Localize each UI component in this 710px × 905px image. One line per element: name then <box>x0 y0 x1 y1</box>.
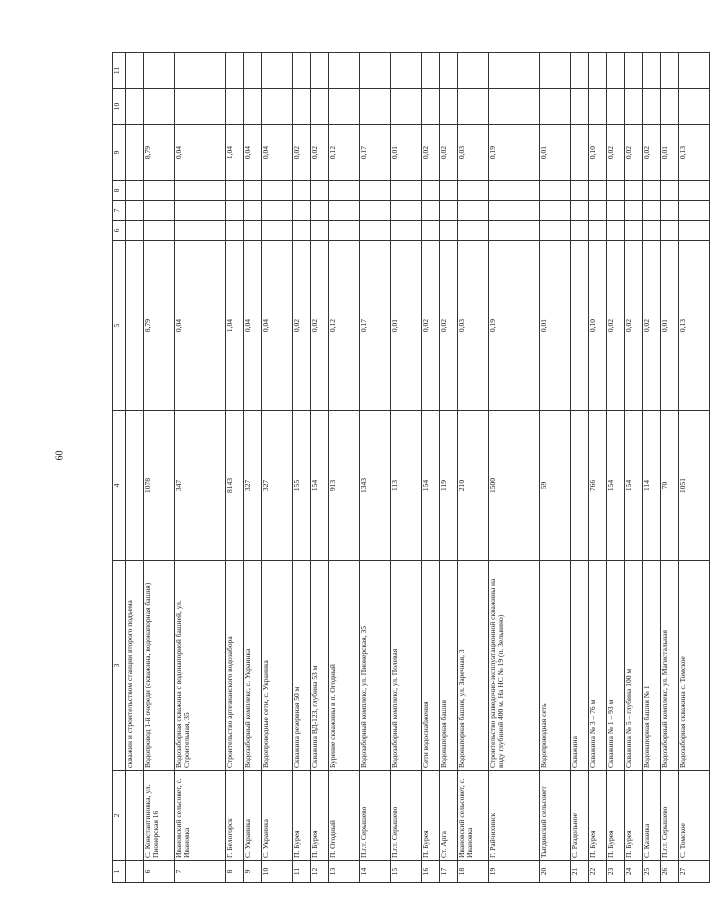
cell-v4: 766 <box>589 411 607 561</box>
column-header: 8 <box>113 181 126 201</box>
cell-empty <box>329 181 360 201</box>
cell-v5: 0,04 <box>262 241 293 411</box>
cell-v9: 0,02 <box>440 125 458 181</box>
cell-obj: Водонапорная башня № 1 <box>643 561 661 771</box>
cell-loc: П. Огодный <box>329 771 360 861</box>
cell-empty <box>422 201 440 221</box>
column-header: 11 <box>113 53 126 89</box>
cell-loc: Тыгдинский сельсовет <box>540 771 571 861</box>
cell-v4: 154 <box>607 411 625 561</box>
cell-empty <box>226 201 244 221</box>
table-row <box>679 53 710 883</box>
cell-v9: 0,04 <box>244 125 262 181</box>
cell-v4 <box>571 411 589 561</box>
cell-v9: 0,01 <box>391 125 422 181</box>
cell-empty <box>489 89 540 125</box>
column-header: 9 <box>113 125 126 181</box>
cell-empty <box>226 89 244 125</box>
cell-empty <box>422 221 440 241</box>
cell-v4: 1078 <box>144 411 175 561</box>
cell-empty <box>661 201 679 221</box>
cell-v9: 0,04 <box>262 125 293 181</box>
cell-empty <box>391 221 422 241</box>
cell-n: 9 <box>244 861 262 883</box>
cell-v5: 0,02 <box>625 241 643 411</box>
cell-loc: Ст. Арга <box>440 771 458 861</box>
cell-empty <box>540 201 571 221</box>
cell-v9: 0,02 <box>607 125 625 181</box>
table-row <box>293 53 311 883</box>
cell-empty <box>540 89 571 125</box>
cell-n <box>126 861 144 883</box>
cell-empty <box>175 181 226 201</box>
cell-v9: 0,03 <box>458 125 489 181</box>
cell-empty <box>360 89 391 125</box>
cell-loc: С. Раздольное <box>571 771 589 861</box>
cell-v5: 0,01 <box>540 241 571 411</box>
cell-empty <box>679 201 710 221</box>
cell-empty <box>440 221 458 241</box>
header-row <box>113 53 126 883</box>
table-row <box>625 53 643 883</box>
cell-empty <box>589 53 607 89</box>
cell-n: 22 <box>589 861 607 883</box>
cell-v5: 0,02 <box>440 241 458 411</box>
cell-empty <box>458 181 489 201</box>
cell-empty <box>589 201 607 221</box>
cell-v4: 8143 <box>226 411 244 561</box>
cell-v5: 0,02 <box>311 241 329 411</box>
table-row <box>391 53 422 883</box>
cell-empty <box>607 53 625 89</box>
cell-empty <box>262 181 293 201</box>
table-row <box>458 53 489 883</box>
cell-v5: 0,02 <box>422 241 440 411</box>
cell-v9: 8,79 <box>144 125 175 181</box>
cell-empty <box>607 89 625 125</box>
cell-loc: П. Бурея <box>589 771 607 861</box>
cell-empty <box>293 181 311 201</box>
cell-empty <box>226 53 244 89</box>
page-number: 60 <box>54 450 66 461</box>
data-table-wrapper <box>112 53 687 883</box>
cell-empty <box>391 201 422 221</box>
cell-v9: 0,02 <box>422 125 440 181</box>
column-header: 4 <box>113 411 126 561</box>
cell-empty <box>126 221 144 241</box>
cell-loc: С. Украинка <box>244 771 262 861</box>
cell-n: 27 <box>679 861 710 883</box>
cell-v5 <box>126 241 144 411</box>
cell-obj: Скважина резервная 50 м <box>293 561 311 771</box>
cell-loc: П. Бурея <box>311 771 329 861</box>
cell-v4: 119 <box>440 411 458 561</box>
cell-v5: 1,04 <box>226 241 244 411</box>
cell-v9: 0,02 <box>643 125 661 181</box>
cell-obj: Водозаборный комплекс, ул. Пионерская, 35 <box>360 561 391 771</box>
cell-empty <box>589 181 607 201</box>
table-row <box>126 53 144 883</box>
table-row <box>607 53 625 883</box>
table-row <box>661 53 679 883</box>
cell-empty <box>293 53 311 89</box>
cell-v5 <box>571 241 589 411</box>
cell-empty <box>126 201 144 221</box>
table-row <box>175 53 226 883</box>
column-header: 10 <box>113 89 126 125</box>
data-table <box>112 52 710 883</box>
cell-empty <box>126 53 144 89</box>
cell-empty <box>311 201 329 221</box>
cell-empty <box>489 201 540 221</box>
cell-n: 12 <box>311 861 329 883</box>
cell-empty <box>329 221 360 241</box>
cell-empty <box>226 181 244 201</box>
cell-empty <box>329 89 360 125</box>
cell-empty <box>625 221 643 241</box>
cell-empty <box>661 221 679 241</box>
cell-v5: 0,03 <box>458 241 489 411</box>
cell-v4: 154 <box>422 411 440 561</box>
column-header: 3 <box>113 561 126 771</box>
cell-obj: Водонапорная башня <box>440 561 458 771</box>
cell-empty <box>571 53 589 89</box>
cell-empty <box>329 53 360 89</box>
cell-n: 25 <box>643 861 661 883</box>
cell-v4: 1500 <box>489 411 540 561</box>
table-row <box>144 53 175 883</box>
cell-empty <box>175 53 226 89</box>
cell-n: 23 <box>607 861 625 883</box>
cell-empty <box>643 53 661 89</box>
cell-empty <box>175 89 226 125</box>
cell-empty <box>311 221 329 241</box>
cell-empty <box>422 181 440 201</box>
cell-empty <box>540 221 571 241</box>
cell-empty <box>643 221 661 241</box>
cell-v9: 0,17 <box>360 125 391 181</box>
table-row <box>440 53 458 883</box>
cell-empty <box>360 201 391 221</box>
cell-obj: Бурение скважины в п. Огодный <box>329 561 360 771</box>
cell-n: 21 <box>571 861 589 883</box>
cell-v4 <box>126 411 144 561</box>
cell-empty <box>244 181 262 201</box>
cell-loc: П. Бурея <box>607 771 625 861</box>
cell-empty <box>293 221 311 241</box>
cell-empty <box>226 221 244 241</box>
cell-empty <box>625 201 643 221</box>
table-row <box>643 53 661 883</box>
cell-n: 8 <box>226 861 244 883</box>
cell-empty <box>625 181 643 201</box>
cell-obj: Скважина № 3 – 76 м <box>589 561 607 771</box>
cell-empty <box>144 201 175 221</box>
cell-empty <box>489 53 540 89</box>
cell-empty <box>311 181 329 201</box>
cell-n: 17 <box>440 861 458 883</box>
cell-loc <box>126 771 144 861</box>
cell-empty <box>262 201 293 221</box>
cell-v9 <box>126 125 144 181</box>
table-row <box>262 53 293 883</box>
cell-n: 10 <box>262 861 293 883</box>
cell-empty <box>679 181 710 201</box>
cell-v5: 0,12 <box>329 241 360 411</box>
cell-obj: Сети водоснабжения <box>422 561 440 771</box>
cell-empty <box>311 89 329 125</box>
cell-v5: 8,79 <box>144 241 175 411</box>
cell-empty <box>311 53 329 89</box>
cell-n: 7 <box>175 861 226 883</box>
cell-empty <box>262 221 293 241</box>
cell-v4: 327 <box>244 411 262 561</box>
cell-empty <box>293 201 311 221</box>
cell-empty <box>571 89 589 125</box>
table-row <box>589 53 607 883</box>
cell-v9: 0,01 <box>661 125 679 181</box>
cell-empty <box>607 201 625 221</box>
cell-v5: 0,04 <box>175 241 226 411</box>
cell-v9: 0,02 <box>625 125 643 181</box>
cell-empty <box>589 221 607 241</box>
cell-v4: 327 <box>262 411 293 561</box>
cell-v5: 0,01 <box>661 241 679 411</box>
cell-empty <box>440 201 458 221</box>
cell-empty <box>391 89 422 125</box>
cell-n: 19 <box>489 861 540 883</box>
cell-empty <box>440 53 458 89</box>
cell-loc: С. Казанка <box>643 771 661 861</box>
cell-empty <box>440 89 458 125</box>
cell-empty <box>360 53 391 89</box>
cell-loc: С. Украинка <box>262 771 293 861</box>
cell-empty <box>244 201 262 221</box>
cell-v4: 114 <box>643 411 661 561</box>
cell-obj: Водопроводные сети, с. Украинка <box>262 561 293 771</box>
cell-v4: 113 <box>391 411 422 561</box>
cell-v5: 0,13 <box>679 241 710 411</box>
cell-loc: С. Константиновка, ул. Пионерская 16 <box>144 771 175 861</box>
cell-loc: П. Бурея <box>625 771 643 861</box>
cell-v4: 913 <box>329 411 360 561</box>
cell-v9: 0,02 <box>311 125 329 181</box>
cell-empty <box>360 181 391 201</box>
cell-empty <box>571 181 589 201</box>
cell-v9: 0,04 <box>175 125 226 181</box>
cell-obj: Водонапорная башня, ул. Заречная, 3 <box>458 561 489 771</box>
table-row <box>489 53 540 883</box>
cell-n: 16 <box>422 861 440 883</box>
cell-empty <box>679 53 710 89</box>
cell-loc: Г. Райчихинск <box>489 771 540 861</box>
cell-empty <box>293 89 311 125</box>
cell-obj: Водозаборный комплекс, ул. Полевая <box>391 561 422 771</box>
cell-v4: 210 <box>458 411 489 561</box>
cell-empty <box>391 181 422 201</box>
cell-obj: Водопровод 1-й очереди (скважина, водонапорная башня) <box>144 561 175 771</box>
cell-v9: 0,02 <box>293 125 311 181</box>
cell-n: 11 <box>293 861 311 883</box>
cell-n: 18 <box>458 861 489 883</box>
cell-empty <box>422 53 440 89</box>
cell-empty <box>360 221 391 241</box>
cell-empty <box>262 53 293 89</box>
cell-obj: Скважина <box>571 561 589 771</box>
table-row <box>360 53 391 883</box>
cell-v5: 0,10 <box>589 241 607 411</box>
cell-obj: Водозаборная скважина с водонапорной башней, ул. Строительная, 35 <box>175 561 226 771</box>
cell-loc: С. Томское <box>679 771 710 861</box>
column-header: 1 <box>113 861 126 883</box>
cell-obj: скважин и строительством станции второго подъема <box>126 561 144 771</box>
cell-obj: Строительство разведочно-эксплуатационной скважины на воду глубиной 400 м. На НС № 19 (п. Зельвино) <box>489 561 540 771</box>
cell-empty <box>489 181 540 201</box>
cell-empty <box>589 89 607 125</box>
cell-empty <box>458 89 489 125</box>
cell-v5: 0,02 <box>643 241 661 411</box>
cell-empty <box>329 201 360 221</box>
table-row <box>244 53 262 883</box>
cell-v4: 59 <box>540 411 571 561</box>
cell-empty <box>144 221 175 241</box>
cell-v4: 1343 <box>360 411 391 561</box>
column-header: 5 <box>113 241 126 411</box>
table-row <box>226 53 244 883</box>
cell-n: 13 <box>329 861 360 883</box>
cell-loc: Ивановский сельсовет, с. Ивановка <box>458 771 489 861</box>
column-header: 7 <box>113 201 126 221</box>
cell-empty <box>244 221 262 241</box>
cell-empty <box>422 89 440 125</box>
cell-loc: П.г.т. Серышево <box>360 771 391 861</box>
cell-empty <box>175 221 226 241</box>
cell-v4: 155 <box>293 411 311 561</box>
cell-obj: Водопроводная сеть <box>540 561 571 771</box>
cell-v9: 0,13 <box>679 125 710 181</box>
cell-empty <box>661 53 679 89</box>
table-row <box>571 53 589 883</box>
column-header: 2 <box>113 771 126 861</box>
cell-empty <box>679 221 710 241</box>
cell-v4: 154 <box>311 411 329 561</box>
cell-v9: 0,12 <box>329 125 360 181</box>
table-body <box>126 53 710 883</box>
cell-v9 <box>571 125 589 181</box>
cell-empty <box>661 181 679 201</box>
cell-empty <box>571 221 589 241</box>
cell-n: 24 <box>625 861 643 883</box>
cell-empty <box>661 89 679 125</box>
cell-empty <box>643 181 661 201</box>
cell-v5: 0,02 <box>607 241 625 411</box>
cell-v5: 0,04 <box>244 241 262 411</box>
cell-empty <box>607 181 625 201</box>
table-row <box>311 53 329 883</box>
cell-empty <box>126 89 144 125</box>
cell-n: 15 <box>391 861 422 883</box>
table-row <box>540 53 571 883</box>
cell-empty <box>607 221 625 241</box>
cell-empty <box>175 201 226 221</box>
cell-empty <box>458 221 489 241</box>
cell-v5: 0,01 <box>391 241 422 411</box>
cell-empty <box>126 181 144 201</box>
cell-v4: 70 <box>661 411 679 561</box>
cell-loc: П.г.т. Серышево <box>391 771 422 861</box>
cell-empty <box>679 89 710 125</box>
cell-empty <box>262 89 293 125</box>
cell-obj: Скважина № 5 – глубина 100 м <box>625 561 643 771</box>
cell-v5: 0,17 <box>360 241 391 411</box>
cell-v5: 0,02 <box>293 241 311 411</box>
cell-empty <box>540 181 571 201</box>
cell-empty <box>144 53 175 89</box>
cell-empty <box>244 89 262 125</box>
cell-empty <box>571 201 589 221</box>
cell-obj: Строительство артезианского водозабора <box>226 561 244 771</box>
column-header: 6 <box>113 221 126 241</box>
cell-loc: Ивановский сельсовет, с. Ивановка <box>175 771 226 861</box>
cell-v5: 0,19 <box>489 241 540 411</box>
table-row <box>422 53 440 883</box>
cell-empty <box>489 221 540 241</box>
cell-loc: П. Бурея <box>293 771 311 861</box>
cell-n: 20 <box>540 861 571 883</box>
cell-empty <box>458 53 489 89</box>
cell-obj: Водозаборная скважина с. Томское <box>679 561 710 771</box>
cell-v4: 347 <box>175 411 226 561</box>
cell-v9: 0,10 <box>589 125 607 181</box>
cell-v9: 0,19 <box>489 125 540 181</box>
cell-loc: П. Бурея <box>422 771 440 861</box>
cell-empty <box>244 53 262 89</box>
cell-n: 14 <box>360 861 391 883</box>
cell-empty <box>643 201 661 221</box>
cell-obj: Водозаборный комплекс, с. Украинка <box>244 561 262 771</box>
cell-empty <box>643 89 661 125</box>
cell-obj: Скважина № 1 – 93 м <box>607 561 625 771</box>
cell-loc: Г. Белогорск <box>226 771 244 861</box>
cell-empty <box>144 181 175 201</box>
cell-v9: 0,01 <box>540 125 571 181</box>
cell-obj: Скважина ВД-123, глубина 53 м <box>311 561 329 771</box>
cell-empty <box>540 53 571 89</box>
cell-empty <box>440 181 458 201</box>
cell-obj: Водозаборный комплекс, ул. Магистальная <box>661 561 679 771</box>
cell-empty <box>391 53 422 89</box>
cell-empty <box>625 53 643 89</box>
table-row <box>329 53 360 883</box>
cell-loc: П.г.т. Серышево <box>661 771 679 861</box>
cell-empty <box>458 201 489 221</box>
cell-v4: 154 <box>625 411 643 561</box>
cell-v9: 1,04 <box>226 125 244 181</box>
cell-v4: 1051 <box>679 411 710 561</box>
cell-n: 26 <box>661 861 679 883</box>
cell-empty <box>144 89 175 125</box>
cell-n: 6 <box>144 861 175 883</box>
cell-empty <box>625 89 643 125</box>
